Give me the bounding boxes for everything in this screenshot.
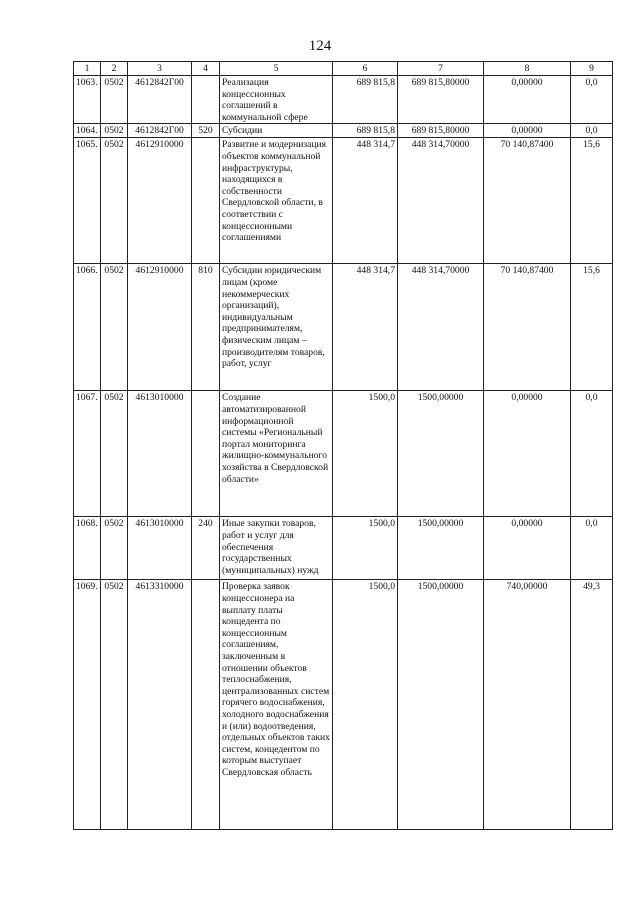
percent-value: 0,0 xyxy=(571,517,613,580)
item-name: Развитие и модернизация объектов коммунальной инфраструктуры, находящихся в собственности Свердловской области, в соответствии с концессионными соглашениями xyxy=(220,138,333,264)
executed-amount: 448 314,70000 xyxy=(398,138,484,264)
plan-amount: 1500,0 xyxy=(333,580,398,830)
table-row xyxy=(74,138,613,264)
table-row xyxy=(74,76,613,124)
actual-amount: 70 140,87400 xyxy=(484,138,571,264)
section-code: 0502 xyxy=(101,580,128,830)
section-code: 0502 xyxy=(101,264,128,391)
column-header: 9 xyxy=(571,62,613,76)
table-row xyxy=(74,391,613,517)
plan-amount: 689 815,8 xyxy=(333,124,398,138)
target-code: 4612910000 xyxy=(128,138,192,264)
actual-amount: 0,00000 xyxy=(484,76,571,124)
expense-type-code: 810 xyxy=(192,264,220,391)
target-code: 4613310000 xyxy=(128,580,192,830)
actual-amount: 0,00000 xyxy=(484,124,571,138)
row-number: 1066. xyxy=(74,264,101,391)
executed-amount: 1500,00000 xyxy=(398,580,484,830)
row-number: 1064. xyxy=(74,124,101,138)
percent-value: 0,0 xyxy=(571,124,613,138)
expense-type-code: 520 xyxy=(192,124,220,138)
percent-value: 0,0 xyxy=(571,76,613,124)
item-name: Проверка заявок концессионера на выплату платы концедента по концессионным соглашениям, заключенным в отношении объектов теплоснабжения, централизованных систем горячего водоснабжения, холодного водоснабжения и (или) водоотведения, отдельных объектов таких систем, концедентом по которым выступает Свердловская область xyxy=(220,580,333,830)
row-number: 1069. xyxy=(74,580,101,830)
table-row xyxy=(74,580,613,830)
row-number: 1063. xyxy=(74,76,101,124)
item-name: Реализация концессионных соглашений в коммунальной сфере xyxy=(220,76,333,124)
item-name: Создание автоматизированной информационной системы «Региональный портал мониторинга жилищно-коммунального хозяйства в Свердловской области» xyxy=(220,391,333,517)
percent-value: 49,3 xyxy=(571,580,613,830)
section-code: 0502 xyxy=(101,124,128,138)
item-name: Иные закупки товаров, работ и услуг для обеспечения государственных (муниципальных) нужд xyxy=(220,517,333,580)
expense-type-code: 240 xyxy=(192,517,220,580)
executed-amount: 689 815,80000 xyxy=(398,124,484,138)
budget-table xyxy=(73,61,613,830)
expense-type-code xyxy=(192,138,220,264)
executed-amount: 1500,00000 xyxy=(398,517,484,580)
page-number: 124 xyxy=(308,38,332,54)
executed-amount: 448 314,70000 xyxy=(398,264,484,391)
table-row xyxy=(74,517,613,580)
plan-amount: 689 815,8 xyxy=(333,76,398,124)
expense-type-code xyxy=(192,76,220,124)
column-header: 7 xyxy=(398,62,484,76)
target-code: 4613010000 xyxy=(128,391,192,517)
target-code: 4612910000 xyxy=(128,264,192,391)
percent-value: 15,6 xyxy=(571,264,613,391)
section-code: 0502 xyxy=(101,391,128,517)
item-name: Субсидии юридическим лицам (кроме некоммерческих организаций), индивидуальным предпринимателям, физическим лицам – производителям товаров, работ, услуг xyxy=(220,264,333,391)
actual-amount: 70 140,87400 xyxy=(484,264,571,391)
actual-amount: 740,00000 xyxy=(484,580,571,830)
column-header: 6 xyxy=(333,62,398,76)
actual-amount: 0,00000 xyxy=(484,517,571,580)
plan-amount: 448 314,7 xyxy=(333,264,398,391)
executed-amount: 1500,00000 xyxy=(398,391,484,517)
target-code: 4612842Г00 xyxy=(128,124,192,138)
target-code: 4612842Г00 xyxy=(128,76,192,124)
executed-amount: 689 815,80000 xyxy=(398,76,484,124)
table-row xyxy=(74,264,613,391)
row-number: 1068. xyxy=(74,517,101,580)
expense-type-code xyxy=(192,580,220,830)
item-name: Субсидии xyxy=(220,124,333,138)
column-header: 3 xyxy=(128,62,192,76)
row-number: 1067. xyxy=(74,391,101,517)
column-header: 4 xyxy=(192,62,220,76)
plan-amount: 448 314,7 xyxy=(333,138,398,264)
target-code: 4613010000 xyxy=(128,517,192,580)
column-header: 2 xyxy=(101,62,128,76)
section-code: 0502 xyxy=(101,517,128,580)
expense-type-code xyxy=(192,391,220,517)
table-row xyxy=(74,124,613,138)
percent-value: 15,6 xyxy=(571,138,613,264)
section-code: 0502 xyxy=(101,138,128,264)
column-header: 1 xyxy=(74,62,101,76)
row-number: 1065. xyxy=(74,138,101,264)
section-code: 0502 xyxy=(101,76,128,124)
actual-amount: 0,00000 xyxy=(484,391,571,517)
column-header: 8 xyxy=(484,62,571,76)
plan-amount: 1500,0 xyxy=(333,391,398,517)
plan-amount: 1500,0 xyxy=(333,517,398,580)
header-row xyxy=(74,62,613,76)
column-header: 5 xyxy=(220,62,333,76)
percent-value: 0,0 xyxy=(571,391,613,517)
